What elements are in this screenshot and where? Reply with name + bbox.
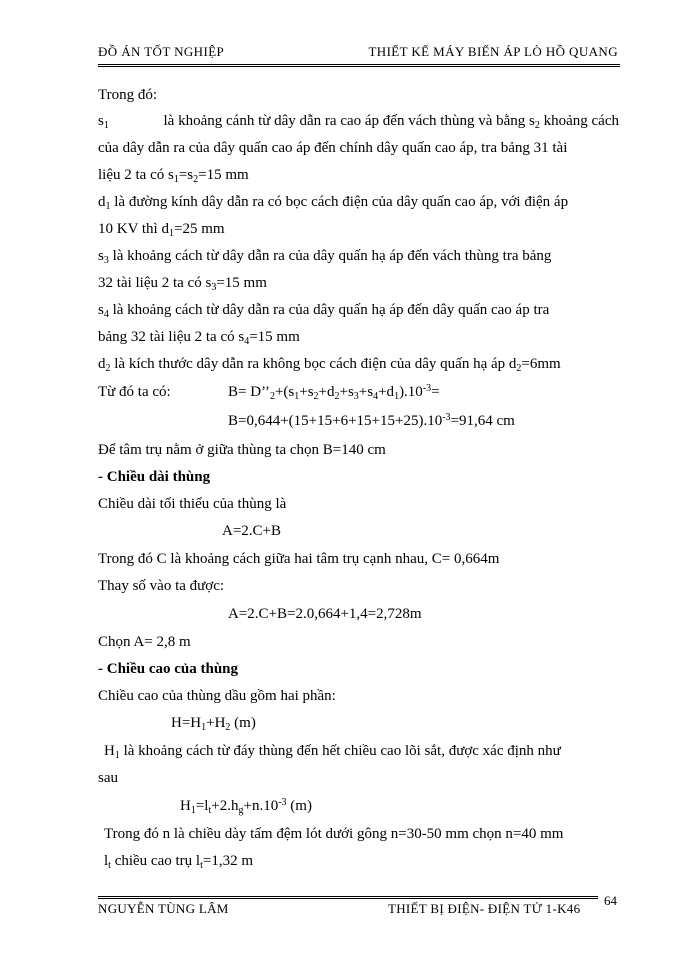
text: +d (318, 384, 335, 400)
subscript: 1 (114, 750, 120, 761)
text: A=2.C+B (222, 523, 282, 539)
subscript: t (208, 805, 212, 816)
text (98, 301, 549, 319)
text (104, 742, 561, 760)
text: Chọn A= 2,8 m (98, 634, 191, 650)
text: 10 KV thì d (98, 221, 169, 237)
subscript: 1 (168, 228, 174, 239)
text: H (180, 798, 191, 814)
subscript: 2 (534, 120, 540, 131)
subscript: 4 (103, 309, 109, 320)
text: Trong đó C là khoảng cách giữa hai tâm trụ cạnh nhau, C= 0,664m (98, 551, 500, 567)
label-tu-do (98, 383, 171, 401)
text: H=H (171, 715, 202, 731)
text: là kích thước dây dẫn ra không bọc cách điện của dây quấn hạ áp d (110, 356, 517, 372)
text: +H (206, 715, 226, 731)
subscript: 4 (244, 336, 250, 347)
subscript: 2 (105, 363, 111, 374)
text: H (104, 743, 115, 759)
text: A=2.C+B=2.0,664+1,4=2,728m (228, 606, 422, 622)
text: d (98, 194, 106, 210)
text: l (104, 853, 109, 869)
text: =15 mm (249, 329, 300, 345)
text: +2.h (211, 798, 239, 814)
text (98, 112, 109, 130)
text: chiều cao trụ l (110, 853, 201, 869)
text: +n.10 (243, 798, 279, 814)
text: +s (299, 384, 314, 400)
text: bảng 32 tài liệu 2 ta có s (98, 329, 245, 345)
text: +(s (274, 384, 295, 400)
para-s4-line2 (98, 328, 300, 346)
para-s1-line1 (98, 112, 619, 130)
header-rule (98, 64, 620, 67)
subscript: 2 (225, 722, 231, 733)
para-thay-so (98, 577, 224, 595)
text: =15 mm (198, 167, 249, 183)
subscript: 1 (394, 391, 400, 402)
text: Để tâm trụ nằm ở giữa thùng ta chọn B=140 cm (98, 442, 386, 458)
para-s3-line1 (98, 247, 619, 265)
para-s1-line3 (98, 166, 249, 184)
subscript: 2 (334, 391, 340, 402)
para-H1-line1 (104, 742, 619, 760)
para-d1-line1 (98, 193, 619, 211)
para-tam-tru (98, 441, 386, 459)
text: là đường kính dây dẫn ra có bọc cách điện của dây quấn cao áp, với điện áp (110, 194, 569, 210)
header-left-title: ĐỒ ÁN TỐT NGHIỆP (98, 44, 225, 59)
text: Chiều dài tối thiểu của thùng là (98, 496, 287, 512)
text: Thay số vào ta được: (98, 578, 225, 594)
text: liệu 2 ta có s (98, 167, 174, 183)
text: - Chiều dài thùng (98, 469, 211, 485)
text: +d (378, 384, 395, 400)
text: sau (98, 770, 118, 786)
page-header (98, 44, 618, 64)
text: của dây dẫn ra của dây quấn cao áp đến chính dây quấn cao áp, tra bảng 31 tài (98, 140, 568, 156)
subscript: 4 (373, 391, 379, 402)
formula-B (228, 383, 440, 401)
subscript: 3 (103, 255, 109, 266)
text: = (431, 384, 440, 400)
formula-H1 (180, 797, 312, 815)
text: (m) (286, 798, 312, 814)
text: là khoảng cách từ dây dẫn ra của dây quấn hạ áp đến dây quấn cao áp tra (108, 302, 550, 318)
subscript: 2 (313, 391, 319, 402)
heading-chieu-dai (98, 468, 210, 486)
text: =l (195, 798, 209, 814)
subscript: g (238, 805, 244, 816)
page-number: 64 (604, 893, 617, 908)
para-d1-line2 (98, 220, 225, 238)
text: B=0,644+(15+15+6+15+15+25).10 (228, 413, 443, 429)
subscript: 1 (294, 391, 300, 402)
text: =1,32 m (202, 853, 254, 869)
formula-B-result (228, 412, 515, 430)
para-lt (104, 852, 253, 870)
subscript: 3 (353, 391, 359, 402)
text: B= D’’ (228, 384, 270, 400)
subscript: 3 (211, 282, 217, 293)
footer-class: THIẾT BỊ ĐIỆN- ĐIỆN TỬ 1-K46 (388, 901, 581, 916)
text: =25 mm (173, 221, 225, 237)
superscript: -3 (278, 797, 287, 808)
footer-author: NGUYỄN TÙNG LÂM (98, 901, 229, 916)
text: ).10 (399, 384, 423, 400)
subscript: 2 (516, 363, 522, 374)
text: =15 mm (216, 275, 267, 291)
text (160, 112, 619, 130)
subscript: 1 (190, 805, 196, 816)
para-s3-line2 (98, 274, 267, 292)
para-d2 (98, 355, 561, 373)
header-right-title: THIẾT KẾ MÁY BIẾN ÁP LÒ HỒ QUANG (368, 44, 618, 59)
text: +s (339, 384, 354, 400)
footer-rule (98, 896, 598, 899)
formula-A-result (228, 605, 422, 623)
text: là khoảng cách từ đáy thùng đến hết chiều cao lõi sắt, được xác định như (119, 743, 561, 759)
subscript: 1 (201, 722, 207, 733)
text: Trong đó n là chiều dày tấm đệm lót dưới gông n=30-50 mm chọn n=40 mm (104, 826, 564, 842)
superscript: -3 (442, 412, 451, 423)
text: Chiều cao của thùng dầu gồm hai phần: (98, 688, 336, 704)
text: +s (358, 384, 374, 400)
text: s (98, 113, 104, 129)
subscript: t (200, 860, 203, 871)
formula-A (222, 522, 281, 540)
subscript: 2 (193, 174, 199, 185)
para-C-def (98, 550, 499, 568)
para-chon-A (98, 633, 191, 651)
subscript: 2 (269, 391, 275, 402)
para-H1-line2 (98, 769, 118, 787)
text: =91,64 cm (450, 413, 515, 429)
subscript: t (108, 860, 111, 871)
para-dai-toi-thieu (98, 495, 286, 513)
para-s4-line1 (98, 301, 619, 319)
superscript: -3 (422, 383, 432, 394)
text: d (98, 356, 106, 372)
text: (m) (230, 715, 256, 731)
subscript: 1 (103, 120, 109, 131)
subscript: 1 (173, 174, 179, 185)
text: Từ đó ta có: (98, 384, 171, 400)
text (98, 193, 568, 211)
formula-H (171, 714, 256, 732)
text: Trong đó: (98, 87, 158, 103)
text: là khoảng cánh từ dây dẫn ra cao áp đến vách thùng và bằng s (159, 113, 535, 129)
para-n-def (104, 825, 563, 843)
text: khoảng cách (539, 113, 619, 129)
text: 32 tài liệu 2 ta có s (98, 275, 212, 291)
para-s1-line2 (98, 139, 619, 157)
heading-chieu-cao (98, 660, 238, 678)
text: =6mm (521, 356, 561, 372)
text: s (98, 248, 104, 264)
text: =s (178, 167, 194, 183)
text: - Chiều cao của thùng (98, 661, 239, 677)
subscript: 1 (105, 201, 111, 212)
text: là khoảng cách từ dây dẫn ra của dây quấn hạ áp đến vách thùng tra bảng (108, 248, 552, 264)
para-cao-gom (98, 687, 336, 705)
text: s (98, 302, 104, 318)
text (98, 247, 551, 265)
para-trong-do (98, 86, 157, 104)
